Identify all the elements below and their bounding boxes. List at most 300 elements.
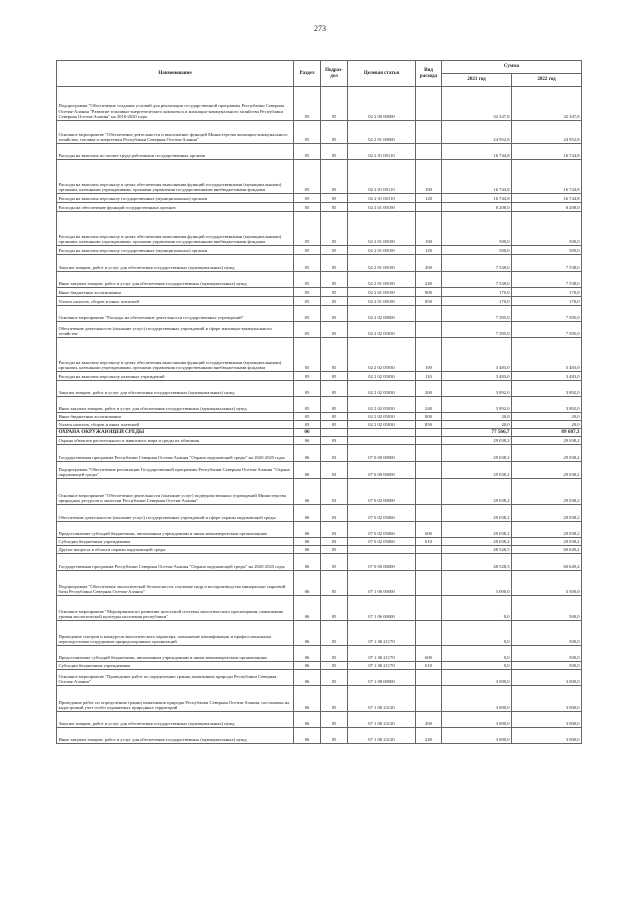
row-target-article: 02 2 02 05030 <box>348 381 416 397</box>
row-podrazdel: 05 <box>321 421 348 429</box>
row-sum-2021: 0,0 <box>442 662 512 670</box>
row-podrazdel: 05 <box>321 87 348 121</box>
row-podrazdel: 05 <box>321 203 348 212</box>
row-sum-2022: 89 687,3 <box>512 429 582 437</box>
table-row <box>57 87 582 121</box>
row-target-article: 02 2 02 00000 <box>348 306 416 322</box>
table-row <box>57 571 582 596</box>
row-podrazdel: 05 <box>321 413 348 421</box>
row-sum-2022: 500,0 <box>512 621 582 646</box>
row-sum-2021: 29 038,2 <box>442 505 512 522</box>
row-expense-type: 600 <box>416 646 442 662</box>
row-expense-type: 240 <box>416 397 442 413</box>
row-expense-type: 110 <box>416 372 442 381</box>
row-sum-2022: 7 538,0 <box>512 272 582 288</box>
row-razdel: 05 <box>294 372 321 381</box>
row-sum-2021: 29 038,2 <box>442 538 512 546</box>
row-podrazdel: 05 <box>321 712 348 728</box>
row-razdel: 06 <box>294 670 321 686</box>
table-row <box>57 429 582 437</box>
table-row <box>57 121 582 144</box>
row-target-article: 02 2 02 05030 <box>348 338 416 372</box>
row-name: Основное мероприятие "Обеспечение деятельности и выполнение функций Министерства жилищно-коммунального хозяйства, топлива и энергетики Республики Северная Осетия-Алания" <box>57 121 294 144</box>
row-target-article: 02 2 02 05030 <box>348 322 416 338</box>
row-target-article: 02 2 01 00190 <box>348 272 416 288</box>
table-row <box>57 596 582 621</box>
row-target-article: 07 6 02 00000 <box>348 479 416 505</box>
table-row <box>57 372 582 381</box>
row-name: Основное мероприятие "Обеспечение деятельности (оказание услуг) подведомственных учреждений Министерства природных ресурсов и экологии Республики Северная Осетия-Алания" <box>57 479 294 505</box>
row-sum-2021: 0,0 <box>442 646 512 662</box>
row-razdel: 06 <box>294 445 321 462</box>
row-sum-2021: 170,0 <box>442 288 512 297</box>
row-sum-2021: 48 528,5 <box>442 546 512 554</box>
row-razdel: 06 <box>294 554 321 571</box>
row-sum-2021: 7 395,0 <box>442 306 512 322</box>
table-row <box>57 712 582 728</box>
row-razdel: 06 <box>294 429 321 437</box>
row-name: Субсидии бюджетным учреждениям <box>57 662 294 670</box>
row-razdel: 05 <box>294 87 321 121</box>
row-podrazdel: 05 <box>321 288 348 297</box>
row-sum-2021: 3 483,0 <box>442 338 512 372</box>
row-razdel: 05 <box>294 255 321 272</box>
table-row <box>57 322 582 338</box>
row-expense-type: 800 <box>416 413 442 421</box>
row-target-article: 07 1 06 21170 <box>348 646 416 662</box>
row-target-article: 02 2 02 05030 <box>348 372 416 381</box>
row-razdel: 06 <box>294 621 321 646</box>
row-razdel: 05 <box>294 322 321 338</box>
header-podrazdel: Подраз-дел <box>321 61 348 87</box>
row-name: Иные закупки товаров, работ и услуг для обеспечения государственных (муниципальных) нужд <box>57 728 294 744</box>
row-podrazdel: 05 <box>321 381 348 397</box>
row-expense-type <box>416 121 442 144</box>
header-year-2022: 2022 год <box>512 74 582 87</box>
row-sum-2022: 20,0 <box>512 413 582 421</box>
row-sum-2022: 8 208,0 <box>512 203 582 212</box>
row-sum-2021: 29 038,2 <box>442 522 512 538</box>
table-row <box>57 397 582 413</box>
row-target-article: 07 0 00 00000 <box>348 554 416 571</box>
row-podrazdel: 03 <box>321 445 348 462</box>
row-sum-2022: 500,0 <box>512 212 582 246</box>
row-razdel: 06 <box>294 462 321 479</box>
row-target-article: 02 2 01 00190 <box>348 288 416 297</box>
table-row <box>57 413 582 421</box>
row-podrazdel: 05 <box>321 338 348 372</box>
row-expense-type: 800 <box>416 288 442 297</box>
table-row <box>57 728 582 744</box>
row-name: Расходы на выплаты персоналу государственных (муниципальных) органов <box>57 246 294 255</box>
row-name: Закупка товаров, работ и услуг для обеспечения государственных (муниципальных) нужд <box>57 381 294 397</box>
row-sum-2022: 7 395,0 <box>512 306 582 322</box>
row-target-article: 02 2 01 00110 <box>348 194 416 203</box>
row-sum-2021: 3 000,0 <box>442 686 512 712</box>
row-razdel: 06 <box>294 571 321 596</box>
row-sum-2022: 3 000,0 <box>512 686 582 712</box>
row-name: Расходы на обеспечение функций государственных органов <box>57 203 294 212</box>
row-target-article: 07 1 06 21170 <box>348 621 416 646</box>
table-row <box>57 272 582 288</box>
row-expense-type <box>416 554 442 571</box>
row-sum-2021: 3 000,0 <box>442 571 512 596</box>
row-sum-2022: 170,0 <box>512 297 582 306</box>
table-row <box>57 686 582 712</box>
row-podrazdel: 03 <box>321 538 348 546</box>
row-name: Уплата налогов, сборов и иных платежей <box>57 297 294 306</box>
row-razdel: 05 <box>294 203 321 212</box>
row-expense-type: 850 <box>416 297 442 306</box>
table-row <box>57 546 582 554</box>
row-sum-2021: 0,0 <box>442 621 512 646</box>
row-target-article: 07 6 02 05060 <box>348 505 416 522</box>
row-name: Государственная программа Республики Северная Осетия-Алания "Охрана окружающей среды" на 2020-2025 годы <box>57 445 294 462</box>
row-sum-2021: 3 000,0 <box>442 670 512 686</box>
row-sum-2022: 3 483,0 <box>512 338 582 372</box>
row-sum-2022: 3 000,0 <box>512 728 582 744</box>
row-name: Проведение смотров и конкурсов экологического характера, повышение квалификации и профессиональная переподготовка сотрудников природоохранных организаций <box>57 621 294 646</box>
row-razdel: 06 <box>294 505 321 522</box>
row-expense-type <box>416 306 442 322</box>
page-number: 273 <box>314 24 326 33</box>
row-expense-type <box>416 144 442 160</box>
row-sum-2022: 3 892,0 <box>512 381 582 397</box>
row-razdel: 05 <box>294 212 321 246</box>
row-expense-type <box>416 462 442 479</box>
row-target-article: 02 2 01 00190 <box>348 203 416 212</box>
row-sum-2021: 48 528,5 <box>442 554 512 571</box>
row-razdel: 05 <box>294 194 321 203</box>
row-expense-type: 200 <box>416 255 442 272</box>
table-row <box>57 522 582 538</box>
row-sum-2021: 3 892,0 <box>442 381 512 397</box>
row-target-article: 07 1 06 21170 <box>348 662 416 670</box>
row-podrazdel: 03 <box>321 479 348 505</box>
row-expense-type: 100 <box>416 212 442 246</box>
row-name: Подпрограмма "Обеспечение экологической безопасности, изучение недр и воспроизводства минерально-сырьевой базы Республики Северная Осетия-Алания" <box>57 571 294 596</box>
row-name: Иные бюджетные ассигнования <box>57 413 294 421</box>
table-row <box>57 160 582 194</box>
table-row <box>57 203 582 212</box>
row-razdel: 06 <box>294 538 321 546</box>
row-razdel: 05 <box>294 288 321 297</box>
row-name: Основное мероприятие "Проведение работ по определению границ памятников природы Республики Северная Осетия-Алания" <box>57 670 294 686</box>
row-razdel: 06 <box>294 646 321 662</box>
row-podrazdel: 03 <box>321 437 348 445</box>
row-name: Охрана объектов растительного и животного мира и среды их обитания <box>57 437 294 445</box>
row-podrazdel: 05 <box>321 297 348 306</box>
row-razdel: 05 <box>294 272 321 288</box>
row-sum-2022: 16 744,8 <box>512 194 582 203</box>
row-target-article: 02 2 00 00000 <box>348 87 416 121</box>
row-sum-2021: 32 347,8 <box>442 87 512 121</box>
row-podrazdel: 05 <box>321 670 348 686</box>
row-podrazdel: 05 <box>321 272 348 288</box>
row-sum-2021: 16 744,8 <box>442 194 512 203</box>
row-expense-type <box>416 621 442 646</box>
row-name: Закупка товаров, работ и услуг для обеспечения государственных (муниципальных) нужд <box>57 712 294 728</box>
row-target-article: 07 1 08 23120 <box>348 728 416 744</box>
table-row <box>57 462 582 479</box>
row-target-article: 02 2 02 05030 <box>348 413 416 421</box>
row-razdel: 05 <box>294 306 321 322</box>
row-expense-type: 120 <box>416 246 442 255</box>
row-sum-2021: 7 538,0 <box>442 272 512 288</box>
row-sum-2021: 29 038,2 <box>442 445 512 462</box>
row-sum-2022: 29 038,2 <box>512 445 582 462</box>
header-expense-type: Вид расхода <box>416 61 442 87</box>
table-row <box>57 538 582 546</box>
row-podrazdel: 05 <box>321 728 348 744</box>
row-expense-type: 120 <box>416 194 442 203</box>
row-expense-type: 850 <box>416 421 442 429</box>
row-sum-2022: 500,0 <box>512 596 582 621</box>
row-sum-2022: 16 744,8 <box>512 144 582 160</box>
table-row <box>57 246 582 255</box>
table-row <box>57 144 582 160</box>
row-sum-2021: 29 038,2 <box>442 437 512 445</box>
row-podrazdel: 05 <box>321 596 348 621</box>
row-sum-2022: 7 395,0 <box>512 322 582 338</box>
row-sum-2021: 24 952,8 <box>442 121 512 144</box>
row-podrazdel: 05 <box>321 246 348 255</box>
row-razdel: 06 <box>294 712 321 728</box>
row-name: Обеспечение деятельности (оказание услуг) государственных учреждений в сфере жилищно-коммунального хозяйства <box>57 322 294 338</box>
row-sum-2021: 3 000,0 <box>442 712 512 728</box>
row-sum-2022: 500,0 <box>512 246 582 255</box>
row-sum-2021: 20,0 <box>442 413 512 421</box>
table-row <box>57 437 582 445</box>
row-razdel: 05 <box>294 338 321 372</box>
row-razdel: 06 <box>294 437 321 445</box>
row-target-article: 02 2 02 05030 <box>348 397 416 413</box>
row-sum-2021: 29 038,2 <box>442 462 512 479</box>
row-razdel: 06 <box>294 728 321 744</box>
row-razdel: 05 <box>294 160 321 194</box>
row-podrazdel: 05 <box>321 306 348 322</box>
row-name: ОХРАНА ОКРУЖАЮЩЕЙ СРЕДЫ <box>57 429 294 437</box>
row-expense-type <box>416 322 442 338</box>
row-expense-type <box>416 546 442 554</box>
header-target-article: Целевая статья <box>348 61 416 87</box>
table-row <box>57 212 582 246</box>
row-sum-2022: 3 483,0 <box>512 372 582 381</box>
row-podrazdel: 03 <box>321 522 348 538</box>
row-name: Основное мероприятие "Мероприятия по развитию целостной системы экологического просвещения, повышению уровня экологической культуры населения республики" <box>57 596 294 621</box>
row-sum-2022: 500,0 <box>512 646 582 662</box>
row-name: Расходы на выплаты персоналу в целях обеспечения выполнения функций государственными (муниципальными) органами, казенными учреждениями, органами управления государственными внебюджетными фондами <box>57 338 294 372</box>
row-razdel: 06 <box>294 686 321 712</box>
row-expense-type: 200 <box>416 381 442 397</box>
row-expense-type: 610 <box>416 662 442 670</box>
row-target-article: 02 2 01 00110 <box>348 160 416 194</box>
row-target-article: 07 1 00 00000 <box>348 571 416 596</box>
row-sum-2021: 3 892,0 <box>442 397 512 413</box>
row-podrazdel: 05 <box>321 646 348 662</box>
row-name: Расходы на выплаты персоналу казенных учреждений <box>57 372 294 381</box>
row-sum-2021: 16 744,8 <box>442 160 512 194</box>
row-target-article: 02 2 01 00110 <box>348 144 416 160</box>
table-row <box>57 646 582 662</box>
row-sum-2022: 20,0 <box>512 421 582 429</box>
row-expense-type <box>416 670 442 686</box>
row-sum-2022: 3 000,0 <box>512 712 582 728</box>
row-target-article: 07 1 08 23120 <box>348 712 416 728</box>
row-razdel: 06 <box>294 546 321 554</box>
row-sum-2022: 3 000,0 <box>512 670 582 686</box>
row-expense-type: 610 <box>416 538 442 546</box>
table-row <box>57 338 582 372</box>
row-target-article: 07 1 08 23120 <box>348 686 416 712</box>
row-sum-2022: 60 649,2 <box>512 546 582 554</box>
row-sum-2021: 77 566,7 <box>442 429 512 437</box>
header-year-2021: 2021 год <box>442 74 512 87</box>
row-target-article: 02 2 01 00190 <box>348 212 416 246</box>
row-sum-2021: 20,0 <box>442 421 512 429</box>
row-sum-2022: 170,0 <box>512 288 582 297</box>
row-sum-2022: 32 347,8 <box>512 87 582 121</box>
row-podrazdel: 05 <box>321 397 348 413</box>
row-sum-2021: 7 538,0 <box>442 255 512 272</box>
row-sum-2021: 500,0 <box>442 212 512 246</box>
row-expense-type: 200 <box>416 712 442 728</box>
row-sum-2022: 500,0 <box>512 662 582 670</box>
row-sum-2021: 500,0 <box>442 246 512 255</box>
row-sum-2021: 3 000,0 <box>442 728 512 744</box>
row-razdel: 05 <box>294 297 321 306</box>
header-sum: Сумма <box>442 61 582 74</box>
row-expense-type <box>416 445 442 462</box>
row-target-article: 07 6 02 05060 <box>348 538 416 546</box>
row-name: Государственная программа Республики Северная Осетия-Алания "Охрана окружающей среды" на 2020-2025 годы <box>57 554 294 571</box>
row-sum-2022: 29 038,2 <box>512 538 582 546</box>
row-razdel: 05 <box>294 421 321 429</box>
row-target-article <box>348 546 416 554</box>
row-target-article: 07 6 00 00000 <box>348 462 416 479</box>
row-expense-type <box>416 87 442 121</box>
table-row <box>57 306 582 322</box>
table-row <box>57 381 582 397</box>
row-podrazdel: 05 <box>321 194 348 203</box>
row-razdel: 05 <box>294 413 321 421</box>
row-expense-type <box>416 479 442 505</box>
row-name: Основное мероприятие "Расходы на обеспечение деятельности государственных учреждений" <box>57 306 294 322</box>
table-row <box>57 670 582 686</box>
row-name: Уплата налогов, сборов и иных платежей <box>57 421 294 429</box>
row-sum-2021: 3 483,0 <box>442 372 512 381</box>
row-podrazdel: 05 <box>321 121 348 144</box>
row-podrazdel: 05 <box>321 662 348 670</box>
row-sum-2022: 29 038,2 <box>512 462 582 479</box>
row-podrazdel: 05 <box>321 554 348 571</box>
row-razdel: 05 <box>294 121 321 144</box>
row-target-article: 07 0 00 00000 <box>348 445 416 462</box>
row-sum-2021: 170,0 <box>442 297 512 306</box>
table-row <box>57 194 582 203</box>
row-podrazdel: 05 <box>321 686 348 712</box>
row-name: Расходы на выплаты персоналу в целях обеспечения выполнения функций государственными (муниципальными) органами, казенными учреждениями, органами управления государственными внебюджетными фондами <box>57 212 294 246</box>
row-sum-2022: 3 500,0 <box>512 571 582 596</box>
row-podrazdel: 05 <box>321 212 348 246</box>
row-razdel: 05 <box>294 381 321 397</box>
row-name: Проведение работ по определению границ памятников природы Республики Северная Осетия-Алания, постановка на кадастровый учет особо охраняемых природных территорий <box>57 686 294 712</box>
row-razdel: 06 <box>294 596 321 621</box>
row-podrazdel: 05 <box>321 322 348 338</box>
row-target-article: 02 2 01 00000 <box>348 121 416 144</box>
table-row <box>57 288 582 297</box>
row-sum-2022: 3 892,0 <box>512 397 582 413</box>
row-expense-type <box>416 429 442 437</box>
table-row <box>57 479 582 505</box>
row-sum-2022: 29 038,2 <box>512 505 582 522</box>
row-name: Предоставление субсидий бюджетным, автономным учреждениям и иным некоммерческим организациям <box>57 522 294 538</box>
row-sum-2022: 29 038,2 <box>512 479 582 505</box>
row-target-article: 07 6 02 05060 <box>348 522 416 538</box>
row-podrazdel: 05 <box>321 571 348 596</box>
row-sum-2022: 24 952,8 <box>512 121 582 144</box>
row-expense-type <box>416 571 442 596</box>
row-expense-type: 600 <box>416 522 442 538</box>
table-row <box>57 445 582 462</box>
row-name: Расходы на выплаты персоналу в целях обеспечения выполнения функций государственными (муниципальными) органами, казенными учреждениями, органами управления государственными внебюджетными фондами <box>57 160 294 194</box>
row-expense-type <box>416 505 442 522</box>
row-razdel: 06 <box>294 522 321 538</box>
row-podrazdel: 05 <box>321 160 348 194</box>
row-name: Другие вопросы в области охраны окружающей среды <box>57 546 294 554</box>
row-podrazdel <box>321 429 348 437</box>
table-row <box>57 297 582 306</box>
row-razdel: 06 <box>294 662 321 670</box>
row-name: Предоставление субсидий бюджетным, автономным учреждениям и иным некоммерческим организациям <box>57 646 294 662</box>
header-razdel: Раздел <box>294 61 321 87</box>
row-expense-type <box>416 203 442 212</box>
row-name: Подпрограмма "Обеспечение создания условий для реализации государственной программы Республики Северная Осетия-Алания "Развитие топливно-энергетического комплекса и жилищно-коммунального хозяйства Республики Северная Осетия-Алания" на 2016-2020 годы <box>57 87 294 121</box>
row-podrazdel: 03 <box>321 505 348 522</box>
row-name: Расходы на выплаты по оплате труда работников государственных органов <box>57 144 294 160</box>
row-sum-2022: 16 744,8 <box>512 160 582 194</box>
row-expense-type <box>416 437 442 445</box>
row-sum-2021: 8 208,0 <box>442 203 512 212</box>
table-row <box>57 255 582 272</box>
row-name: Субсидии бюджетным учреждениям <box>57 538 294 546</box>
table-row <box>57 621 582 646</box>
row-target-article: 02 2 01 00190 <box>348 255 416 272</box>
row-podrazdel: 03 <box>321 462 348 479</box>
row-target-article: 07 1 06 00000 <box>348 596 416 621</box>
row-expense-type <box>416 596 442 621</box>
row-expense-type: 100 <box>416 338 442 372</box>
budget-table <box>56 60 582 744</box>
row-name: Иные бюджетные ассигнования <box>57 288 294 297</box>
row-target-article <box>348 429 416 437</box>
row-target-article: 07 1 08 00000 <box>348 670 416 686</box>
row-sum-2022: 7 538,0 <box>512 255 582 272</box>
row-target-article: 02 2 02 05030 <box>348 421 416 429</box>
row-expense-type: 240 <box>416 272 442 288</box>
row-target-article: 02 2 01 00190 <box>348 297 416 306</box>
row-podrazdel: 05 <box>321 546 348 554</box>
row-podrazdel: 05 <box>321 372 348 381</box>
row-name: Обеспечение деятельности (оказание услуг) государственных учреждений в сфере охраны окружающей среды <box>57 505 294 522</box>
row-name: Закупка товаров, работ и услуг для обеспечения государственных (муниципальных) нужд <box>57 255 294 272</box>
row-expense-type: 240 <box>416 728 442 744</box>
row-sum-2022: 29 038,2 <box>512 437 582 445</box>
row-razdel: 05 <box>294 397 321 413</box>
row-sum-2022: 29 038,2 <box>512 522 582 538</box>
table-row <box>57 421 582 429</box>
row-expense-type: 100 <box>416 160 442 194</box>
